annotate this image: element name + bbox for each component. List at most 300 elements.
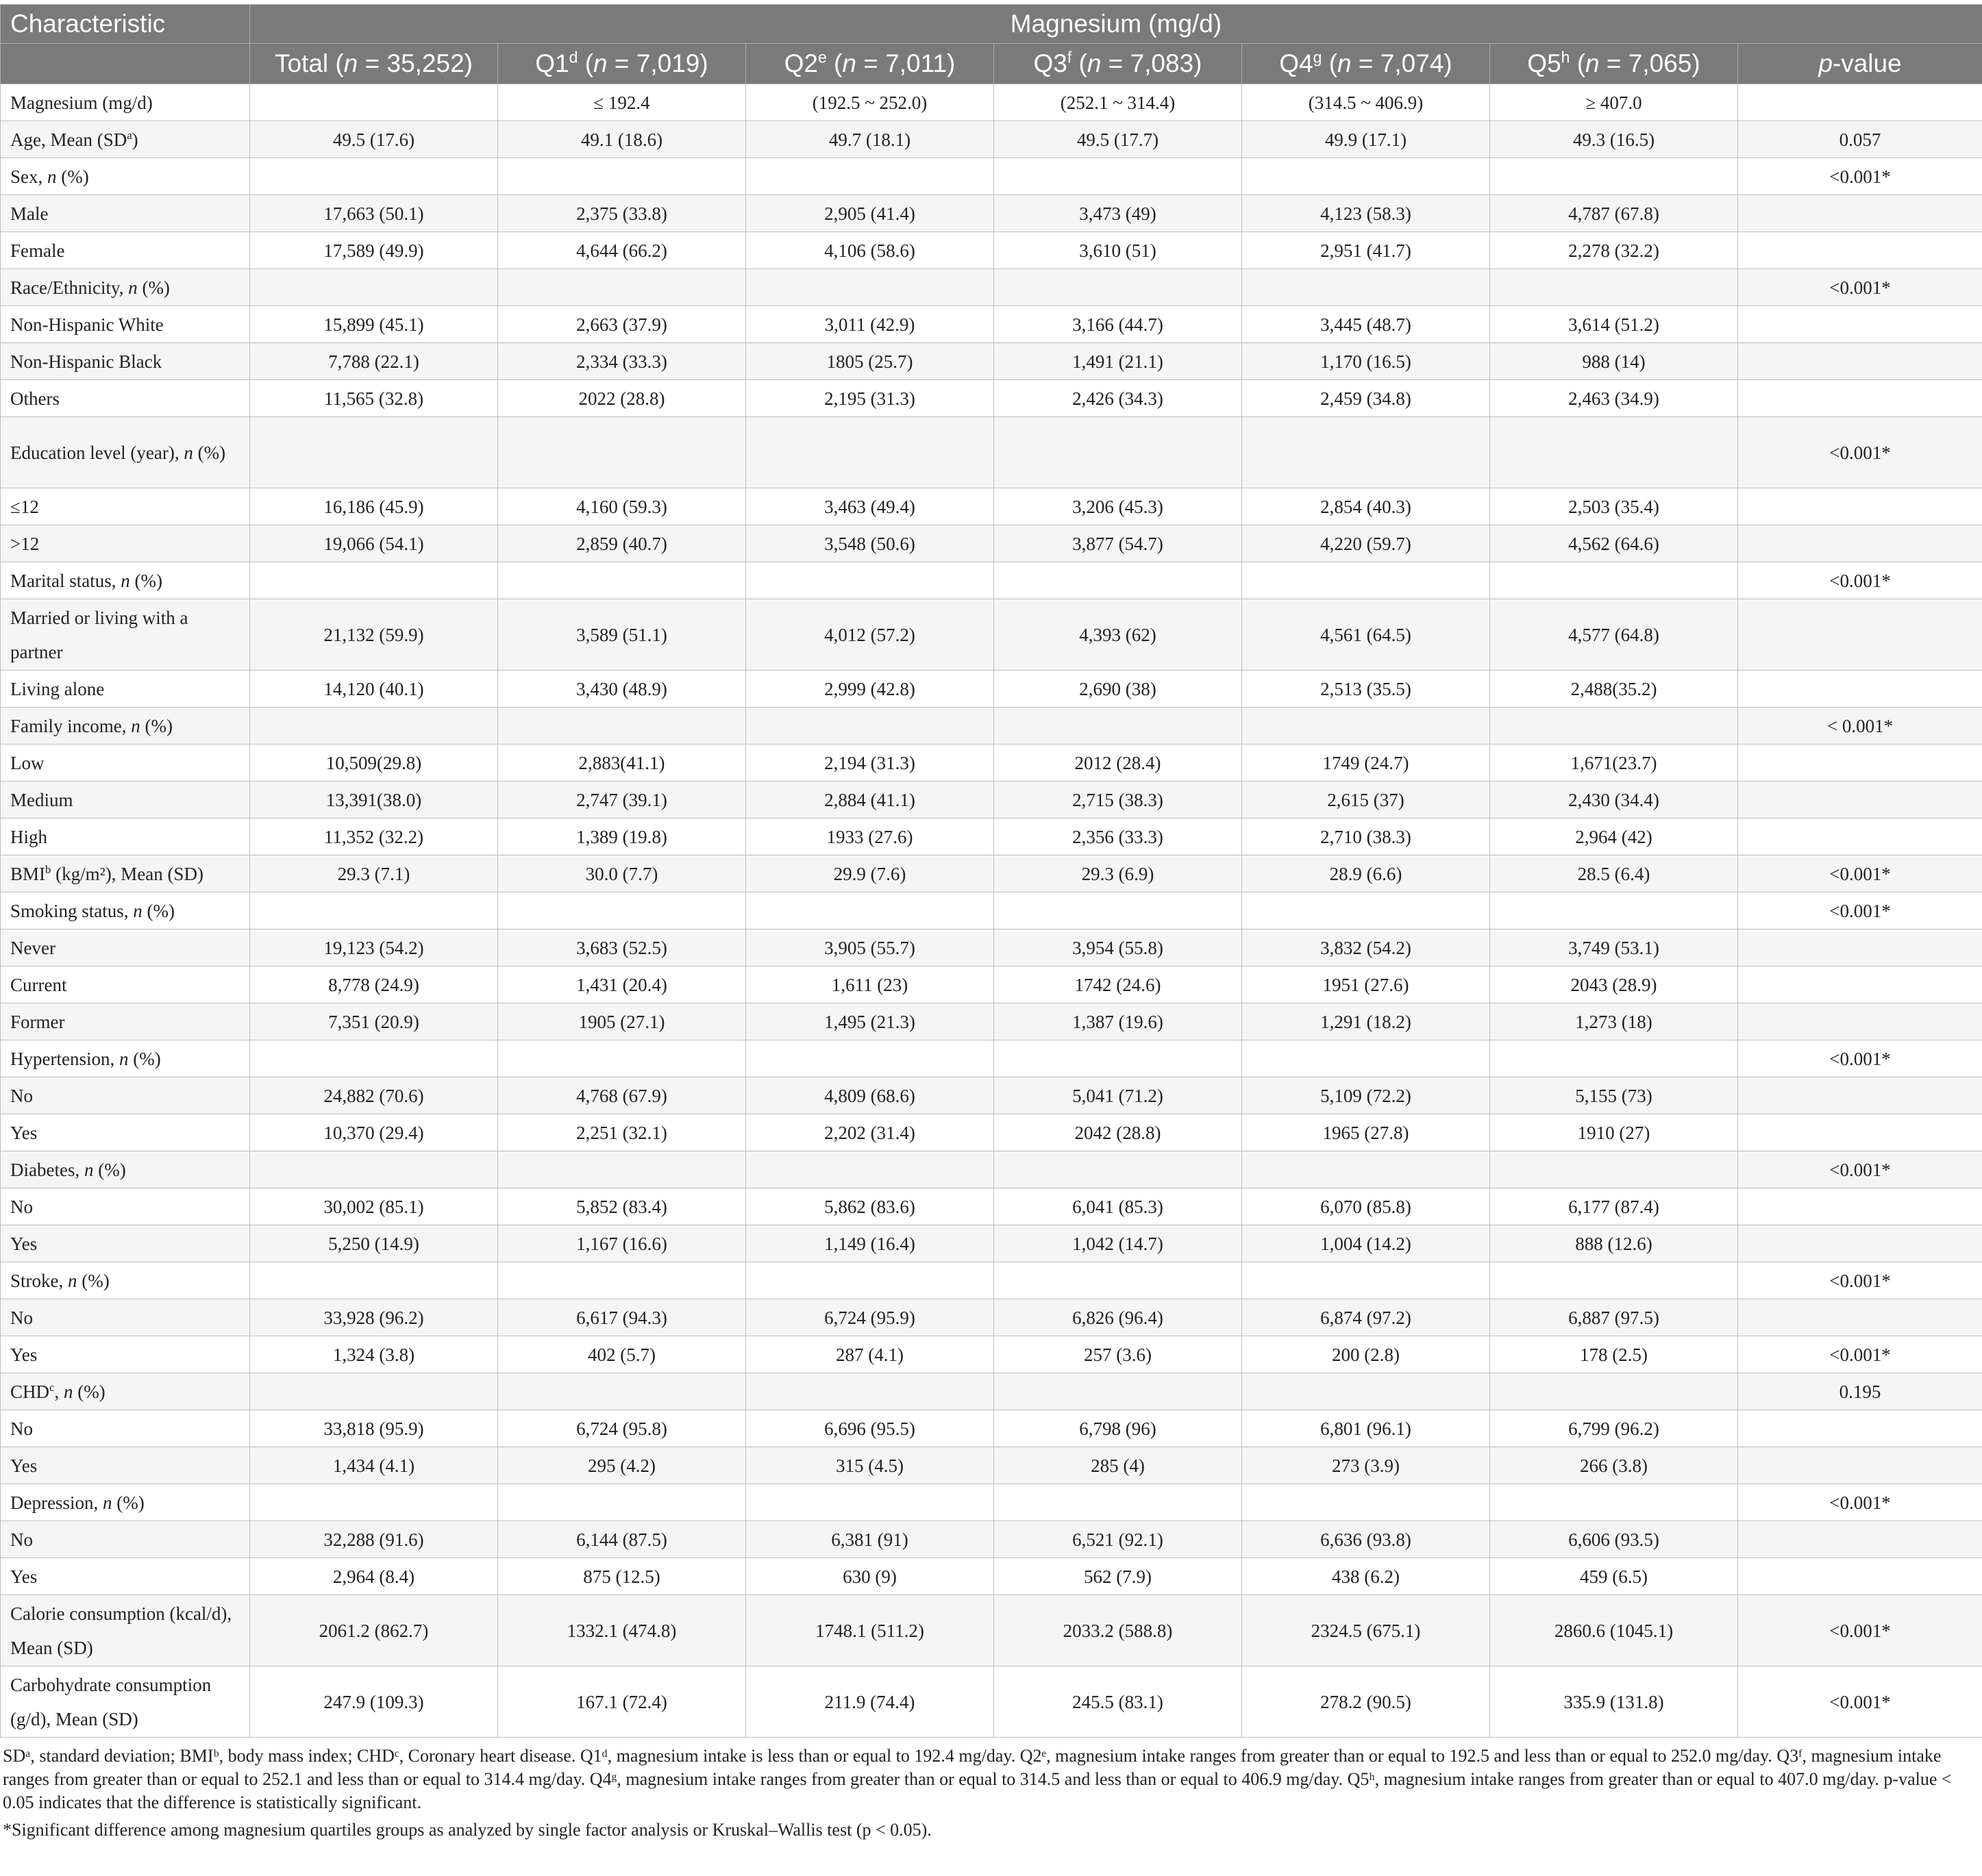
cell-pvalue: [1738, 1558, 1982, 1595]
row-label: [1, 1558, 250, 1595]
cell-value: 4,220 (59.7): [1242, 525, 1490, 562]
table-row: [1, 599, 1982, 671]
table-row: [1, 269, 1982, 306]
cell-value: 178 (2.5): [1490, 1336, 1738, 1373]
row-label-text: >12: [10, 533, 40, 554]
row-label: [1, 158, 250, 195]
row-label-suffix: (%): [112, 1492, 145, 1513]
table-row: [1, 855, 1982, 892]
cell-value: 19,066 (54.1): [250, 525, 498, 562]
cell-pvalue: [1738, 232, 1982, 269]
cell-value: 459 (6.5): [1490, 1558, 1738, 1595]
cell-value: 32,288 (91.6): [250, 1521, 498, 1558]
cell-value: 2,251 (32.1): [498, 1114, 746, 1151]
row-label: [1, 1151, 250, 1188]
cell-pvalue: <0.001*: [1738, 1262, 1982, 1299]
cell-value: 2,964 (42): [1490, 818, 1738, 855]
cell-value: 167.1 (72.4): [498, 1666, 746, 1738]
row-label-text: Married or living with a partner: [10, 607, 188, 662]
cell-value: [746, 1373, 994, 1410]
table-row: [1, 708, 1982, 745]
header-n-symbol: n: [593, 49, 608, 77]
cell-value: 4,644 (66.2): [498, 232, 746, 269]
cell-value: 2,715 (38.3): [994, 781, 1242, 818]
cell-value: [498, 1151, 746, 1188]
cell-value: 29.3 (7.1): [250, 855, 498, 892]
cell-value: 2860.6 (1045.1): [1490, 1595, 1738, 1666]
cell-pvalue: [1738, 1188, 1982, 1225]
cell-value: [498, 158, 746, 195]
row-label-suffix: (%): [193, 442, 226, 463]
cell-value: 273 (3.9): [1242, 1447, 1490, 1484]
cell-value: 49.7 (18.1): [746, 121, 994, 158]
cell-value: 2,884 (41.1): [746, 781, 994, 818]
row-label-text: Race/Ethnicity,: [10, 277, 129, 298]
cell-value: 4,123 (58.3): [1242, 195, 1490, 232]
cell-value: 247.9 (109.3): [250, 1666, 498, 1738]
cell-value: 1749 (24.7): [1242, 745, 1490, 781]
cell-value: [1242, 1373, 1490, 1410]
row-label: [1, 781, 250, 818]
header-col-label: Q2: [784, 49, 819, 77]
cell-value: 266 (3.8): [1490, 1447, 1738, 1484]
cell-value: [498, 1373, 746, 1410]
cell-pvalue: [1738, 1114, 1982, 1151]
table-row: [1, 818, 1982, 855]
cell-value: [746, 1040, 994, 1077]
cell-value: 6,799 (96.2): [1490, 1410, 1738, 1447]
row-label-text: Yes: [10, 1566, 38, 1587]
cell-value: 1,431 (20.4): [498, 966, 746, 1003]
cell-value: 3,166 (44.7): [994, 306, 1242, 343]
cell-value: [746, 1484, 994, 1521]
row-label-text: Never: [10, 937, 55, 958]
cell-value: [994, 708, 1242, 745]
cell-value: 2,747 (39.1): [498, 781, 746, 818]
cell-value: 49.3 (16.5): [1490, 121, 1738, 158]
cell-pvalue: [1738, 781, 1982, 818]
cell-value: 257 (3.6): [994, 1336, 1242, 1373]
cell-value: 16,186 (45.9): [250, 488, 498, 525]
table-body: [1, 84, 1982, 1738]
cell-value: [498, 562, 746, 599]
cell-value: [250, 1373, 498, 1410]
cell-value: [250, 158, 498, 195]
cell-value: 6,177 (87.4): [1490, 1188, 1738, 1225]
cell-pvalue: <0.001*: [1738, 1666, 1982, 1738]
cell-value: [1242, 892, 1490, 929]
cell-value: 1,170 (16.5): [1242, 343, 1490, 380]
row-label-text: Former: [10, 1011, 65, 1032]
table-row: [1, 1003, 1982, 1040]
cell-value: 28.9 (6.6): [1242, 855, 1490, 892]
header-row-2: [1, 44, 1982, 84]
cell-value: 1742 (24.6): [994, 966, 1242, 1003]
table-row: [1, 488, 1982, 525]
cell-value: 3,430 (48.9): [498, 671, 746, 708]
table-row: [1, 343, 1982, 380]
cell-value: [250, 708, 498, 745]
cell-value: 3,832 (54.2): [1242, 929, 1490, 966]
row-label: [1, 562, 250, 599]
cell-value: 33,818 (95.9): [250, 1410, 498, 1447]
cell-pvalue: <0.001*: [1738, 855, 1982, 892]
cell-pvalue: <0.001*: [1738, 1040, 1982, 1077]
header-n-symbol: n: [1585, 49, 1600, 77]
cell-value: [1490, 1040, 1738, 1077]
cell-value: 5,250 (14.9): [250, 1225, 498, 1262]
cell-value: 1,042 (14.7): [994, 1225, 1242, 1262]
header-col-n: 7,011: [885, 49, 947, 77]
header-pvalue-rest: -value: [1832, 49, 1902, 77]
cell-value: [994, 1373, 1242, 1410]
cell-pvalue: < 0.001*: [1738, 708, 1982, 745]
cell-value: 5,852 (83.4): [498, 1188, 746, 1225]
row-label-text: Yes: [10, 1455, 38, 1476]
cell-value: 17,663 (50.1): [250, 195, 498, 232]
cell-value: [1242, 1151, 1490, 1188]
cell-value: [746, 562, 994, 599]
cell-value: 5,109 (72.2): [1242, 1077, 1490, 1114]
cell-value: 3,683 (52.5): [498, 929, 746, 966]
row-label-text: No: [10, 1529, 33, 1550]
header-n-symbol: n: [1337, 49, 1352, 77]
row-label-text: Yes: [10, 1344, 38, 1365]
cell-pvalue: [1738, 745, 1982, 781]
table-row: [1, 1262, 1982, 1299]
row-label-text: Magnesium (mg/d): [10, 92, 153, 113]
header-col-sup: h: [1561, 48, 1570, 66]
table-row: [1, 195, 1982, 232]
cell-value: 2042 (28.8): [994, 1114, 1242, 1151]
cell-value: [498, 1040, 746, 1077]
row-label: [1, 1225, 250, 1262]
header-n-symbol: n: [343, 49, 358, 77]
cell-value: 3,463 (49.4): [746, 488, 994, 525]
row-label-text: Current: [10, 974, 67, 995]
row-label: [1, 1299, 250, 1336]
table-row: [1, 1595, 1982, 1666]
row-label: [1, 306, 250, 343]
row-label-text: High: [10, 826, 47, 847]
header-characteristic: Characteristic: [1, 5, 250, 44]
row-label-text: CHD: [10, 1381, 50, 1402]
row-label: [1, 1040, 250, 1077]
row-label-suffix: (%): [137, 277, 170, 298]
cell-value: 1748.1 (511.2): [746, 1595, 994, 1666]
cell-pvalue: 0.195: [1738, 1373, 1982, 1410]
row-label-sup: c: [49, 1380, 55, 1394]
row-label: [1, 1114, 250, 1151]
header-col-n: 7,019: [636, 49, 700, 77]
table-row: [1, 1336, 1982, 1373]
cell-value: 6,801 (96.1): [1242, 1410, 1490, 1447]
row-label: [1, 380, 250, 417]
cell-pvalue: [1738, 966, 1982, 1003]
table-row: [1, 745, 1982, 781]
cell-value: 6,724 (95.8): [498, 1410, 746, 1447]
cell-value: [498, 1262, 746, 1299]
cell-value: 2,951 (41.7): [1242, 232, 1490, 269]
cell-pvalue: [1738, 84, 1982, 121]
row-label: [1, 1595, 250, 1666]
cell-pvalue: <0.001*: [1738, 269, 1982, 306]
cell-value: 1,273 (18): [1490, 1003, 1738, 1040]
row-label-suffix: (%): [142, 900, 175, 921]
row-label-italic: n: [84, 1159, 94, 1180]
cell-value: 33,928 (96.2): [250, 1299, 498, 1336]
cell-value: 28.5 (6.4): [1490, 855, 1738, 892]
row-label-italic: n: [119, 1048, 129, 1069]
cell-value: 2022 (28.8): [498, 380, 746, 417]
cell-value: [994, 158, 1242, 195]
cell-value: 5,041 (71.2): [994, 1077, 1242, 1114]
cell-value: [1242, 1262, 1490, 1299]
cell-value: [994, 892, 1242, 929]
cell-value: 29.9 (7.6): [746, 855, 994, 892]
row-label-text: Diabetes,: [10, 1159, 84, 1180]
row-label: [1, 855, 250, 892]
cell-value: 3,548 (50.6): [746, 525, 994, 562]
table-row: [1, 1299, 1982, 1336]
cell-value: 10,509(29.8): [250, 745, 498, 781]
cell-value: 2,883(41.1): [498, 745, 746, 781]
cell-value: 4,809 (68.6): [746, 1077, 994, 1114]
cell-value: 1951 (27.6): [1242, 966, 1490, 1003]
cell-value: 14,120 (40.1): [250, 671, 498, 708]
row-label-suffix: (%): [73, 1381, 106, 1402]
table-row: [1, 929, 1982, 966]
cell-value: [250, 892, 498, 929]
header-col-q4: Q4$^g$ (n = 7,074): [1242, 44, 1490, 84]
table-row: [1, 671, 1982, 708]
header-col-sup: d: [569, 48, 578, 66]
cell-pvalue: <0.001*: [1738, 1151, 1982, 1188]
row-label-suffix: (kg/m²), Mean (SD): [51, 863, 203, 884]
cell-value: 49.1 (18.6): [498, 121, 746, 158]
cell-pvalue: [1738, 1447, 1982, 1484]
cell-value: 2,690 (38): [994, 671, 1242, 708]
row-label: [1, 1336, 250, 1373]
cell-value: 6,606 (93.5): [1490, 1521, 1738, 1558]
cell-value: 875 (12.5): [498, 1558, 746, 1595]
cell-value: [1490, 417, 1738, 488]
table-row: [1, 1666, 1982, 1738]
cell-value: 2,356 (33.3): [994, 818, 1242, 855]
header-col-sup: g: [1313, 48, 1322, 66]
header-col-label: Q1: [535, 49, 569, 77]
cell-value: [994, 269, 1242, 306]
cell-value: 15,899 (45.1): [250, 306, 498, 343]
cell-value: 4,160 (59.3): [498, 488, 746, 525]
table-row: [1, 1077, 1982, 1114]
header-col-n: 7,065: [1628, 49, 1692, 77]
cell-value: [1490, 269, 1738, 306]
row-label-text: BMI: [10, 863, 46, 884]
cell-value: 988 (14): [1490, 343, 1738, 380]
row-label: [1, 599, 250, 671]
cell-value: 2,859 (40.7): [498, 525, 746, 562]
row-label: [1, 488, 250, 525]
table-row: [1, 1410, 1982, 1447]
cell-value: 19,123 (54.2): [250, 929, 498, 966]
cell-value: 4,012 (57.2): [746, 599, 994, 671]
cell-value: 4,768 (67.9): [498, 1077, 746, 1114]
row-label-italic: n: [131, 715, 140, 736]
row-label: [1, 121, 250, 158]
row-label-text: Low: [10, 752, 45, 773]
cell-value: 1,389 (19.8): [498, 818, 746, 855]
cell-value: 2,278 (32.2): [1490, 232, 1738, 269]
row-label-suffix: (%): [128, 1048, 161, 1069]
cell-value: 2061.2 (862.7): [250, 1595, 498, 1666]
cell-value: 4,393 (62): [994, 599, 1242, 671]
cell-pvalue: [1738, 525, 1982, 562]
row-label-suffix: (%): [93, 1159, 126, 1180]
cell-value: 1905 (27.1): [498, 1003, 746, 1040]
cell-value: [498, 892, 746, 929]
row-label: [1, 195, 250, 232]
cell-value: 7,788 (22.1): [250, 343, 498, 380]
table-row: [1, 1225, 1982, 1262]
cell-value: [1490, 1151, 1738, 1188]
table-row: [1, 1188, 1982, 1225]
cell-value: 6,696 (95.5): [746, 1410, 994, 1447]
table-row: [1, 121, 1982, 158]
row-label-italic: n: [47, 166, 57, 187]
cell-value: 3,614 (51.2): [1490, 306, 1738, 343]
table-row: [1, 306, 1982, 343]
cell-value: 8,778 (24.9): [250, 966, 498, 1003]
cell-pvalue: <0.001*: [1738, 1484, 1982, 1521]
row-label-italic: n: [121, 570, 130, 591]
cell-value: (192.5 ~ 252.0): [746, 84, 994, 121]
header-col-pvalue: [1738, 44, 1982, 84]
cell-value: 295 (4.2): [498, 1447, 746, 1484]
cell-pvalue: [1738, 306, 1982, 343]
cell-value: 200 (2.8): [1242, 1336, 1490, 1373]
cell-value: 2,459 (34.8): [1242, 380, 1490, 417]
cell-value: 2,854 (40.3): [1242, 488, 1490, 525]
row-label-italic: n: [68, 1270, 77, 1291]
cell-value: 3,877 (54.7): [994, 525, 1242, 562]
table-row: [1, 1558, 1982, 1595]
cell-value: 2,202 (31.4): [746, 1114, 994, 1151]
row-label: [1, 1410, 250, 1447]
cell-value: 3,749 (53.1): [1490, 929, 1738, 966]
cell-value: 3,445 (48.7): [1242, 306, 1490, 343]
cell-value: 335.9 (131.8): [1490, 1666, 1738, 1738]
cell-value: [746, 1151, 994, 1188]
cell-value: [746, 417, 994, 488]
cell-pvalue: [1738, 195, 1982, 232]
cell-value: 30,002 (85.1): [250, 1188, 498, 1225]
cell-value: 2,663 (37.9): [498, 306, 746, 343]
cell-value: 5,862 (83.6): [746, 1188, 994, 1225]
cell-value: 2,513 (35.5): [1242, 671, 1490, 708]
cell-value: 211.9 (74.4): [746, 1666, 994, 1738]
cell-value: 278.2 (90.5): [1242, 1666, 1490, 1738]
header-pvalue-p: p: [1818, 49, 1833, 77]
cell-value: 2,488(35.2): [1490, 671, 1738, 708]
cell-value: [746, 158, 994, 195]
cell-pvalue: <0.001*: [1738, 1595, 1982, 1666]
cell-value: [1490, 1262, 1738, 1299]
row-label-suffix: (%): [56, 166, 89, 187]
cell-value: 7,351 (20.9): [250, 1003, 498, 1040]
cell-value: 2,375 (33.8): [498, 195, 746, 232]
footnote-significance: *Significant difference among magnesium quartiles groups as analyzed by single factor analysis or Kruskal–Wallis test (p < 0.05).: [3, 1820, 932, 1840]
row-label-text: Others: [10, 388, 60, 409]
row-label: [1, 708, 250, 745]
cell-value: 1,291 (18.2): [1242, 1003, 1490, 1040]
cell-pvalue: [1738, 1077, 1982, 1114]
cell-value: 562 (7.9): [994, 1558, 1242, 1595]
table-row: [1, 892, 1982, 929]
cell-pvalue: [1738, 380, 1982, 417]
cell-value: 287 (4.1): [746, 1336, 994, 1373]
row-label-text: Medium: [10, 789, 73, 810]
cell-value: 6,617 (94.3): [498, 1299, 746, 1336]
cell-value: [1490, 1484, 1738, 1521]
cell-value: 21,132 (59.9): [250, 599, 498, 671]
cell-value: [1490, 1373, 1738, 1410]
cell-value: 1,004 (14.2): [1242, 1225, 1490, 1262]
cell-value: 2324.5 (675.1): [1242, 1595, 1490, 1666]
cell-pvalue: [1738, 1299, 1982, 1336]
cell-value: 49.9 (17.1): [1242, 121, 1490, 158]
row-label: [1, 671, 250, 708]
table-row: [1, 525, 1982, 562]
row-label-text: Non-Hispanic White: [10, 314, 164, 335]
row-label-text: Smoking status,: [10, 900, 134, 921]
cell-value: [1242, 417, 1490, 488]
cell-value: [498, 417, 746, 488]
header-row-1: [1, 5, 1982, 44]
cell-pvalue: [1738, 1003, 1982, 1040]
row-label: [1, 1188, 250, 1225]
cell-pvalue: [1738, 671, 1982, 708]
cell-value: [250, 1262, 498, 1299]
row-label: [1, 1447, 250, 1484]
row-label: [1, 1003, 250, 1040]
cell-value: 4,106 (58.6): [746, 232, 994, 269]
row-label: [1, 1521, 250, 1558]
table-row: [1, 1114, 1982, 1151]
cell-value: 1,149 (16.4): [746, 1225, 994, 1262]
cell-value: 1,167 (16.6): [498, 1225, 746, 1262]
row-label-text: Female: [10, 240, 65, 261]
table-row: [1, 380, 1982, 417]
cell-value: 6,381 (91): [746, 1521, 994, 1558]
header-col-label: Q4: [1279, 49, 1313, 77]
cell-value: 6,144 (87.5): [498, 1521, 746, 1558]
cell-value: [746, 1262, 994, 1299]
row-label-text: Non-Hispanic Black: [10, 351, 162, 372]
cell-pvalue: <0.001*: [1738, 158, 1982, 195]
cell-pvalue: [1738, 1521, 1982, 1558]
row-label-text: Education level (year),: [10, 442, 184, 463]
cell-value: 29.3 (6.9): [994, 855, 1242, 892]
cell-value: 6,798 (96): [994, 1410, 1242, 1447]
row-label-text: Age, Mean (SD: [10, 129, 127, 150]
cell-pvalue: [1738, 599, 1982, 671]
cell-value: [1242, 158, 1490, 195]
cell-value: 3,206 (45.3): [994, 488, 1242, 525]
cell-pvalue: [1738, 818, 1982, 855]
cell-value: 4,577 (64.8): [1490, 599, 1738, 671]
header-col-q1: Q1$^d$ (n = 7,019): [498, 44, 746, 84]
